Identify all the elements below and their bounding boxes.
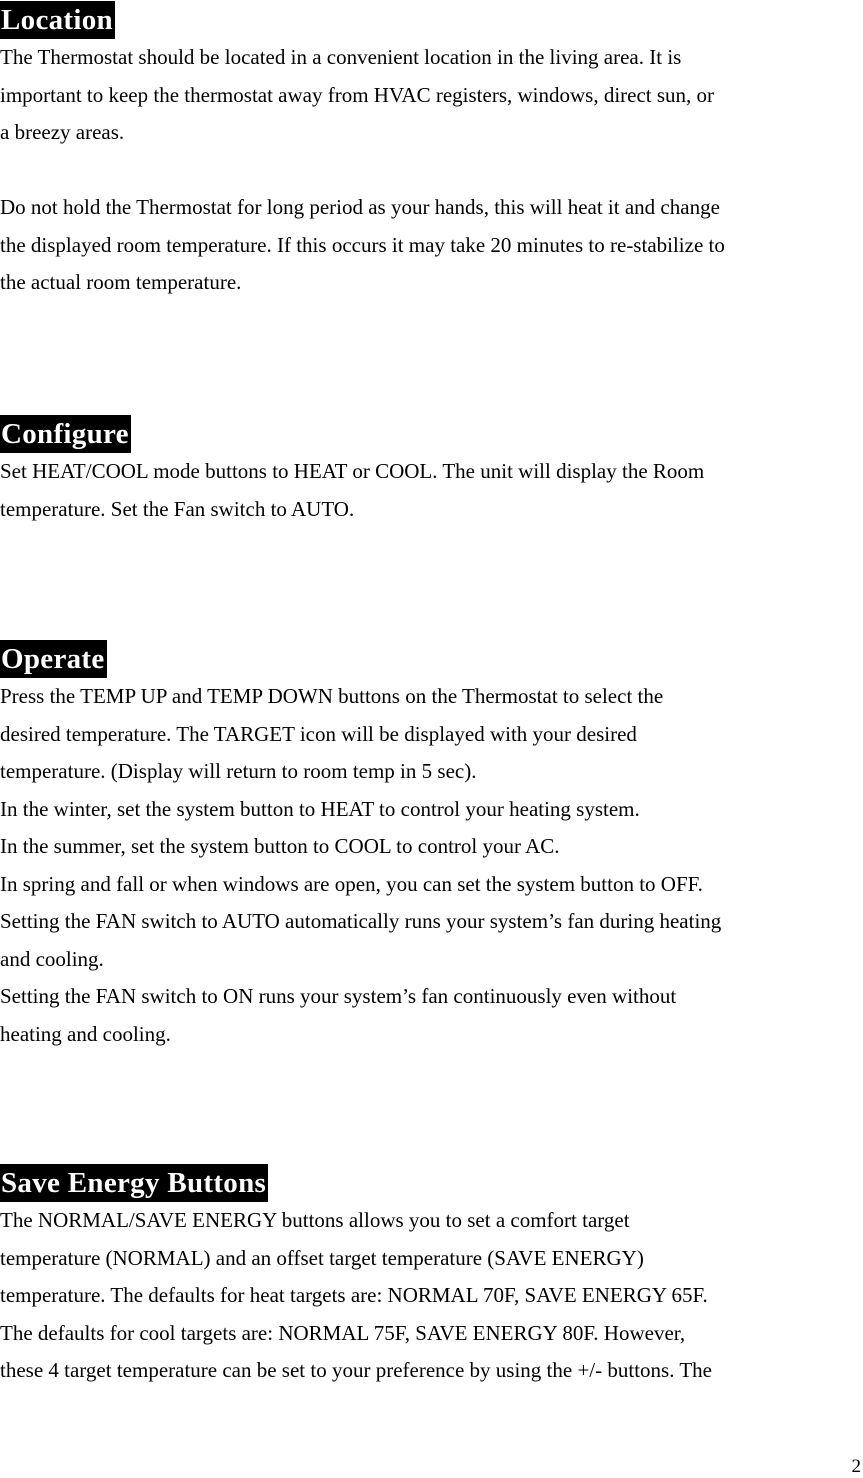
text-line: a breezy areas. [0, 120, 125, 144]
text-line: these 4 target temperature can be set to your preference by using the +/- buttons. The [0, 1358, 712, 1382]
page-number: 2 [851, 1456, 861, 1477]
text-line: In the summer, set the system button to COOL to control your AC. [0, 834, 560, 858]
paragraph [0, 1202, 863, 1390]
section-heading: Save Energy Buttons [0, 1164, 268, 1202]
text-line: the actual room temperature. [0, 270, 242, 294]
paragraph [0, 189, 863, 302]
paragraph [0, 453, 863, 528]
text-line: The NORMAL/SAVE ENERGY buttons allows you to set a comfort target [0, 1208, 630, 1232]
section-heading: Location [0, 1, 115, 39]
section-save-energy-buttons [0, 1164, 863, 1390]
text-line: temperature. Set the Fan switch to AUTO. [0, 496, 355, 521]
section-configure [0, 415, 863, 528]
text-line: important to keep the thermostat away from HVAC registers, windows, direct sun, or [0, 82, 715, 107]
paragraph [0, 678, 863, 1053]
paragraph-gap [0, 152, 863, 190]
text-line: and cooling. [0, 946, 104, 971]
text-line: In the winter, set the system button to HEAT to control your heating system. [0, 796, 640, 821]
section-operate [0, 640, 863, 1053]
text-line: Do not hold the Thermostat for long period as your hands, this will heat it and change [0, 195, 720, 219]
text-line: Press the TEMP UP and TEMP DOWN buttons on the Thermostat to select the [0, 684, 664, 708]
text-line: Set HEAT/COOL mode buttons to HEAT or COOL. The unit will display the Room [0, 459, 705, 483]
section-heading: Configure [0, 415, 131, 453]
text-line: temperature. (Display will return to room temp in 5 sec). [0, 759, 477, 783]
text-line: temperature (NORMAL) and an offset target temperature (SAVE ENERGY) [0, 1245, 644, 1270]
paragraph [0, 39, 863, 152]
text-line: the displayed room temperature. If this occurs it may take 20 minutes to re-stabilize to [0, 232, 725, 257]
text-line: The Thermostat should be located in a convenient location in the living area. It is [0, 45, 682, 69]
text-line: Setting the FAN switch to AUTO automatically runs your system’s fan during heating [0, 909, 722, 933]
text-line: desired temperature. The TARGET icon will be displayed with your desired [0, 721, 637, 746]
text-line: In spring and fall or when windows are open, you can set the system button to OFF. [0, 871, 703, 896]
text-line: heating and cooling. [0, 1021, 171, 1046]
text-line: temperature. The defaults for heat targets are: NORMAL 70F, SAVE ENERGY 65F. [0, 1283, 708, 1307]
section-location [0, 1, 863, 302]
text-line: The defaults for cool targets are: NORMAL 75F, SAVE ENERGY 80F. However, [0, 1320, 686, 1345]
section-heading: Operate [0, 640, 107, 678]
text-line: Setting the FAN switch to ON runs your system’s fan continuously even without [0, 984, 677, 1008]
